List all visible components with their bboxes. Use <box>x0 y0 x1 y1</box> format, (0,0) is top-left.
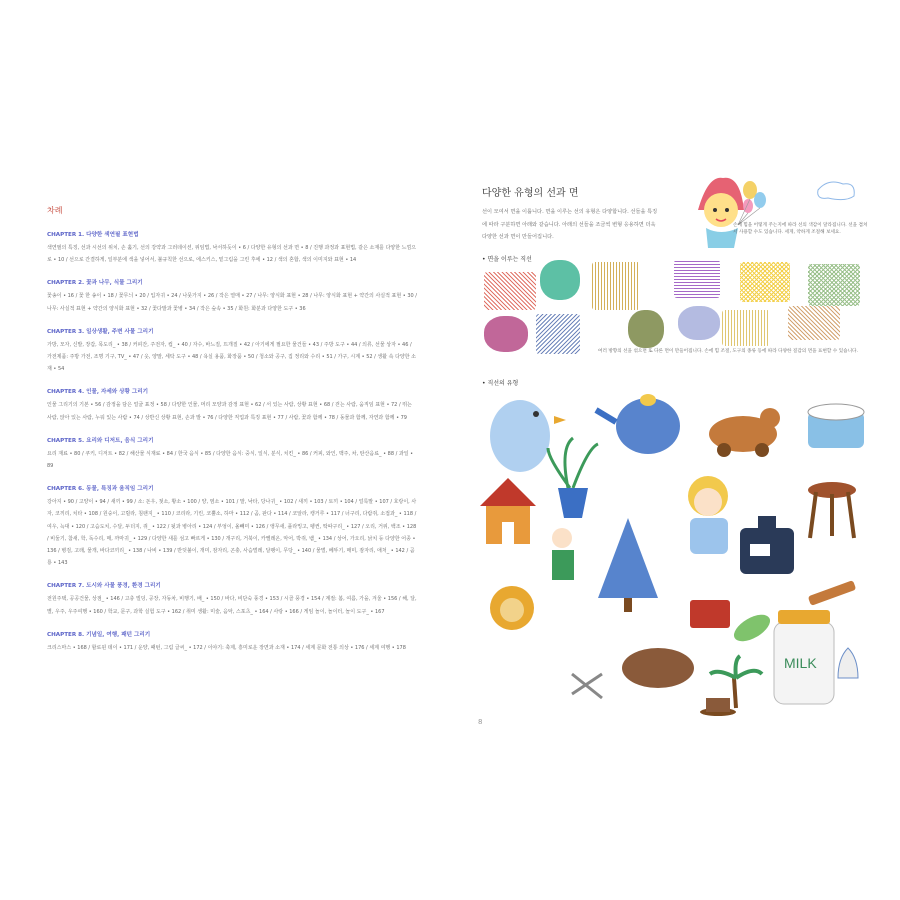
hint-note-top: 손에 힘을 어떻게 주는지에 따라 선의 색감이 달라집니다. 선을 겹쳐서 사용할 수도 있습니다. 세게, 약하게 조절해 보세요. <box>733 223 868 235</box>
swatch <box>592 262 640 310</box>
chapter-6 <box>47 484 417 569</box>
chapter-1 <box>47 230 417 266</box>
page-number: 8 <box>478 718 483 726</box>
chapter-contents: 요리 재료 • 80 / 쿠키, 디저트 • 82 / 해산물 식재료 • 84 / 한국 음식 • 85 / 다양한 음식: 중식, 일식, 분식, 치킨_ • 86 / 커피, 와인, 맥주, 차, 탄산음료_ • 88 / 과일 • 89 <box>47 450 414 470</box>
chapter-contents: 인물 그리기의 기본 • 56 / 감정을 담은 얼굴 표정 • 58 / 다양한 인물, 머리 모양과 감정 표현 • 62 / 서 있는 사람, 상황 표현 • 68 / 걷는 사람, 움직임 표현 • 72 / 뛰는 사람, 앉아 있는 사람, 누워 있는 사람 • 74 / 상반신 상황 표현, 손과 발 • 76 / 다양한 직업과 특징 표현 • 77 / 사람, 꽃과 함께 • 78 / 동물과 함께, 자연과 함께 • 79 <box>47 402 412 421</box>
telescope-illustration <box>808 580 857 606</box>
house-illustration <box>480 478 536 544</box>
book-illustration <box>690 600 730 628</box>
tree-illustration <box>598 518 658 612</box>
swatch <box>484 272 536 310</box>
bird-illustration <box>490 400 566 472</box>
girl-with-balloons-illustration <box>678 170 863 260</box>
chapter-contents: 꽃송이 • 16 / 꽃 한 송이 • 18 / 꽃무늬 • 20 / 입자귀 • 24 / 나뭇가지 • 26 / 작은 열매 • 27 / 나무: 양식화 표현 • 28 / 나무: 양식화 표현 + 약간의 사실적 표현 • 30 / 나무: 사실적 표현 + 약간의 양식화 표현 • 32 / 꽃다발과 꽃병 • 34 / 작은 숲속 • 35 / 화원: 화분과 다양한 도구 • 36 <box>47 293 417 312</box>
table-of-contents <box>47 205 417 666</box>
svg-text:MILK: MILK <box>784 655 817 671</box>
chapter-3 <box>47 327 417 376</box>
swatch <box>678 306 720 340</box>
swatch <box>484 316 528 352</box>
chapter-contents: 전원주택, 공공건물, 상점_ • 146 / 고층 빌딩, 공장, 자동차, 비행기, 배_ • 150 / 바다, 비단숙 풍경 • 153 / 시골 풍경 • 154 / 계절: 봄, 여름, 가을, 겨울 • 156 / 해, 달, 별, 우주, 우주여행 • 160 / 학교, 문구, 과학 실험 도구 • 162 / 취미 생활: 미술, 음악, 스포츠_ • 164 / 사랑 • 166 / 게임 놀이, 놀이터, 놀이 도구_ • 167 <box>47 596 417 615</box>
chapter-contents: 가방, 모자, 신발, 장갑, 목도리_ • 38 / 커피잔, 주전자, 컵_ • 40 / 자수, 바느질, 뜨개질 • 42 / 아기에게 필요한 물건들 • 43 / 주방 도구 • 44 / 의류, 선물 상자 • 46 / 가전제품: 주방 가전, 조명 기구, TV_ • 47 / 옷, 양말, 세탁 도구 • 48 / 욕실 용품, 화장품 • 50 / 청소와 공구, 집 정리와 수리 • 51 / 가구, 시계 • 52 / 생활 속 다양한 소재 • 54 <box>47 341 417 373</box>
section-heading-line-types: • 직선의 유형 <box>482 380 519 387</box>
chapter-contents: 크리스마스 • 168 / 할로윈 데이 • 171 / 운양, 패턴, 그림 글씨_ • 172 / 이야기: 축제, 흥미로운 장면과 소재 • 174 / 세계 문화 전통 의상 • 176 / 세계 여행 • 178 <box>47 644 406 651</box>
swatch <box>722 310 770 346</box>
swatch <box>740 262 790 302</box>
colored-pencil-illustration-collage <box>478 378 873 718</box>
swatch <box>536 314 580 354</box>
jar-illustration <box>774 610 834 704</box>
swatch <box>788 306 840 340</box>
chapter-heading: CHAPTER 3. 일상생활, 주변 사물 그리기 <box>47 328 154 335</box>
page-title: 다양한 유형의 선과 면 <box>482 188 579 199</box>
chapter-heading: CHAPTER 2. 꽃과 나무, 식물 그리기 <box>47 280 143 287</box>
intro-text: 선이 모여서 면을 이룹니다. 면을 이루는 선의 유형은 다양합니다. 선들을 특징에 따라 구분하면 아래와 같습니다. 아래의 선들을 조금씩 변형 응용하면 더욱 다양한 선과 면이 만들어집니다. <box>482 209 658 240</box>
ink-bottle-illustration <box>740 516 794 574</box>
chapter-5 <box>47 436 417 472</box>
chapter-8 <box>47 630 417 654</box>
boy-illustration <box>688 476 728 554</box>
chapter-4 <box>47 387 417 423</box>
chapter-heading: CHAPTER 8. 기념일, 여행, 패턴 그리기 <box>47 631 151 638</box>
rocket-illustration <box>838 648 858 678</box>
swatch <box>540 260 580 300</box>
person-illustration <box>552 528 574 580</box>
swatch <box>674 260 720 298</box>
stool-illustration <box>808 482 856 538</box>
toc-title: 차례 <box>47 206 63 215</box>
hint-note-bottom: 여러 방향의 선을 섞으면 또 다른 면이 만들어집니다. 손에 힘 조절, 도구의 종류 등에 따라 다양한 질감의 면을 표현할 수 있습니다. <box>598 349 858 354</box>
chapter-heading: CHAPTER 4. 인물, 자세와 상황 그리기 <box>47 389 149 396</box>
teapot-illustration <box>596 394 680 454</box>
chapter-contents: 색연필의 특징, 선과 시선의 위치, 손 훑기, 선의 강약과 그러데이션, 위임법, 낙서하듯이 • 6 / 다양한 유형의 선과 면 • 8 / 진행 과정과 표현법, 같은 소재를 다양한 느낌으로 • 10 / 선으로 간결하게, 일부분에 색을 넣어서, 불규칙한 선으로, 에스키스, 밑그림을 그린 후에 • 12 / 색의 혼합, 색의 이미지와 표현 • 14 <box>47 245 417 264</box>
chapter-heading: CHAPTER 7. 도시와 사물 풍경, 환경 그리기 <box>47 583 161 590</box>
plant-illustration <box>548 438 598 518</box>
duck-toy-illustration <box>709 408 780 457</box>
chapter-contents: 강아지 • 90 / 고양이 • 94 / 새끼 • 99 / 소: 돈우, 젖소, 황소 • 100 / 양, 염소 • 101 / 말, 낙타, 당나귀_ • 102 / 새끼 • 103 / 토끼 • 104 / 얼룩말 • 107 / 호랑이, 사자, 코끼리, 치타 • 108 / 원숭이, 고릴라, 침팬지_ • 110 / 코리라, 기린, 코뿔소, 하마 • 112 / 곰, 판다 • 114 / 코알라, 캥거루 • 117 / 너구리, 다람쥐, 소접과_ • 118 / 여우, 늑대 • 120 / 고슴도치, 수달, 두더지, 쥐_ • 122 / 뒷과 병아리 • 124 / 부엉이, 올빼미 • 126 / 앵무새, 플라밍고, 펭귄, 딱따구리_ • 127 / 오리, 거위, 백조 • 128 / 비둘기, 참새, 학, 독수리, 매, 까마귀_ • 129 / 다양한 새를 섬고 빠르게 • 130 / 개구리, 거북이, 카멜레온, 악어, 박쥐, 뱀_ • 134 / 상어, 가오리, 낡치 등 다양한 어종 • 136 / 병검, 고래, 물개, 바다코끼리_ • 138 / 나비 • 139 / 반딧불이, 개미, 잠자리, 곤충, 사슴벌레, 달팽이, 무당_ • 140 / 물벌, 베뚜기, 매미, 잠자리, 애처_ • 142 / 곰룡 • 143 <box>47 499 417 567</box>
hat-illustration <box>700 698 736 716</box>
hedgehog-illustration <box>622 648 694 688</box>
chapter-7 <box>47 581 417 617</box>
chapter-2 <box>47 278 417 314</box>
chapter-heading: CHAPTER 1. 다양한 색연필 표현법 <box>47 232 139 238</box>
pliers-illustration <box>572 674 602 698</box>
lion-illustration <box>490 586 534 630</box>
leaf-illustration <box>730 609 775 646</box>
chapter-heading: CHAPTER 6. 동물, 특징과 움직임 그리기 <box>47 486 154 493</box>
right-page <box>478 170 873 730</box>
chapter-heading: CHAPTER 5. 요리와 디저트, 음식 그리기 <box>47 437 154 444</box>
swatch <box>628 310 664 348</box>
section-heading-lines-forming-planes: • 면을 이루는 직선 <box>482 256 532 263</box>
swatch <box>808 264 860 306</box>
drum-illustration <box>808 404 864 448</box>
